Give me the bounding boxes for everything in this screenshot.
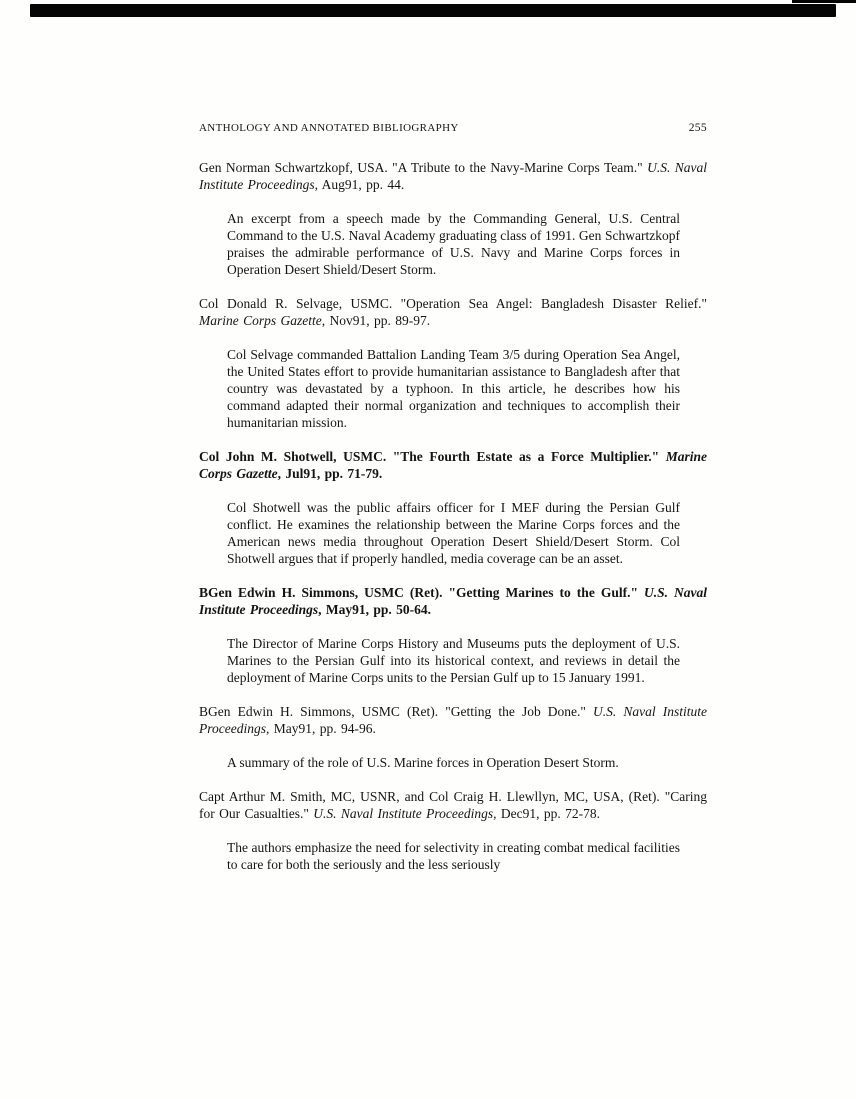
citation	[199, 295, 707, 329]
annotation: A summary of the role of U.S. Marine forces in Operation Desert Storm.	[227, 755, 619, 770]
citation-journal-title: U.S. Naval Institute Proceedings	[199, 160, 708, 192]
citation-journal-title: U.S. Naval Institute Proceedings	[199, 704, 707, 736]
citation-text: BGen Edwin H. Simmons, USMC (Ret). "Getting the Job Done."	[199, 704, 594, 719]
annotation: Col Shotwell was the public affairs officer for I MEF during the Persian Gulf conflict. He examines the relationship between the Marine Corps forces and the American news media throughout Operation Desert Shield/Desert Storm. Col Shotwell argues that if properly handled, media coverage can be an asset.	[227, 500, 680, 566]
citation-journal-title: Marine Corps Gazette	[199, 449, 707, 481]
citation-text: , Dec91, pp. 72-78.	[493, 806, 600, 821]
annotation: An excerpt from a speech made by the Commanding General, U.S. Central Command to the U.S. Naval Academy graduating class of 1991. Gen Schwartzkopf praises the admirable performance of U.S. Navy and Marine Corps forces in Operation Desert Shield/Desert Storm.	[227, 211, 680, 277]
citation	[199, 584, 707, 618]
citation-text: Gen Norman Schwartzkopf, USA. "A Tribute to the Navy-Marine Corps Team."	[199, 160, 648, 175]
annotation: The authors emphasize the need for selectivity in creating combat medical facilities to care for both the seriously and the less seriously	[227, 840, 680, 872]
citation	[199, 703, 707, 737]
running-header	[199, 122, 707, 134]
citation-text: BGen Edwin H. Simmons, USMC (Ret). "Getting Marines to the Gulf."	[199, 585, 644, 600]
citation-journal-title: U.S. Naval Institute Proceedings	[199, 585, 708, 617]
citation-text: , Aug91, pp. 44.	[314, 177, 405, 192]
citation-text: , May91, pp. 50-64.	[318, 602, 432, 617]
citation-journal-title: U.S. Naval Institute Proceedings	[313, 806, 494, 821]
scan-artifact-corner-mark	[792, 0, 856, 3]
citation-text: , Nov91, pp. 89-97.	[321, 313, 431, 328]
scan-artifact-top-bar	[30, 4, 836, 17]
citation	[199, 448, 707, 482]
annotation: Col Selvage commanded Battalion Landing Team 3/5 during Operation Sea Angel, the United States effort to provide humanitarian assistance to Bangladesh after that country was devastated by a typhoon. In this article, he describes how his command adapted their normal organization and techniques to accomplish their humanitarian mission.	[227, 347, 680, 430]
citation-text: , Jul91, pp. 71-79.	[277, 466, 383, 481]
page-number: 255	[688, 122, 707, 134]
document-page	[199, 122, 707, 890]
citation-text: , May91, pp. 94-96.	[265, 721, 376, 736]
citation-journal-title: Marine Corps Gazette	[199, 313, 322, 328]
bibliography-entries	[199, 159, 707, 873]
citation-text: Col John M. Shotwell, USMC. "The Fourth Estate as a Force Multiplier."	[199, 449, 666, 464]
citation	[199, 159, 707, 193]
annotation: The Director of Marine Corps History and Museums puts the deployment of U.S. Marines to the Persian Gulf into its historical context, and reviews in detail the deployment of Marine Corps units to the Persian Gulf up to 15 January 1991.	[227, 636, 680, 685]
citation-text: Capt Arthur M. Smith, MC, USNR, and Col Craig H. Llewllyn, MC, USA, (Ret). "Caring for Our Casualties."	[199, 789, 707, 821]
citation-text: Col Donald R. Selvage, USMC. "Operation Sea Angel: Bangladesh Disaster Relief."	[199, 296, 707, 311]
citation	[199, 788, 707, 822]
running-header-title: ANTHOLOGY AND ANNOTATED BIBLIOGRAPHY	[199, 122, 459, 134]
